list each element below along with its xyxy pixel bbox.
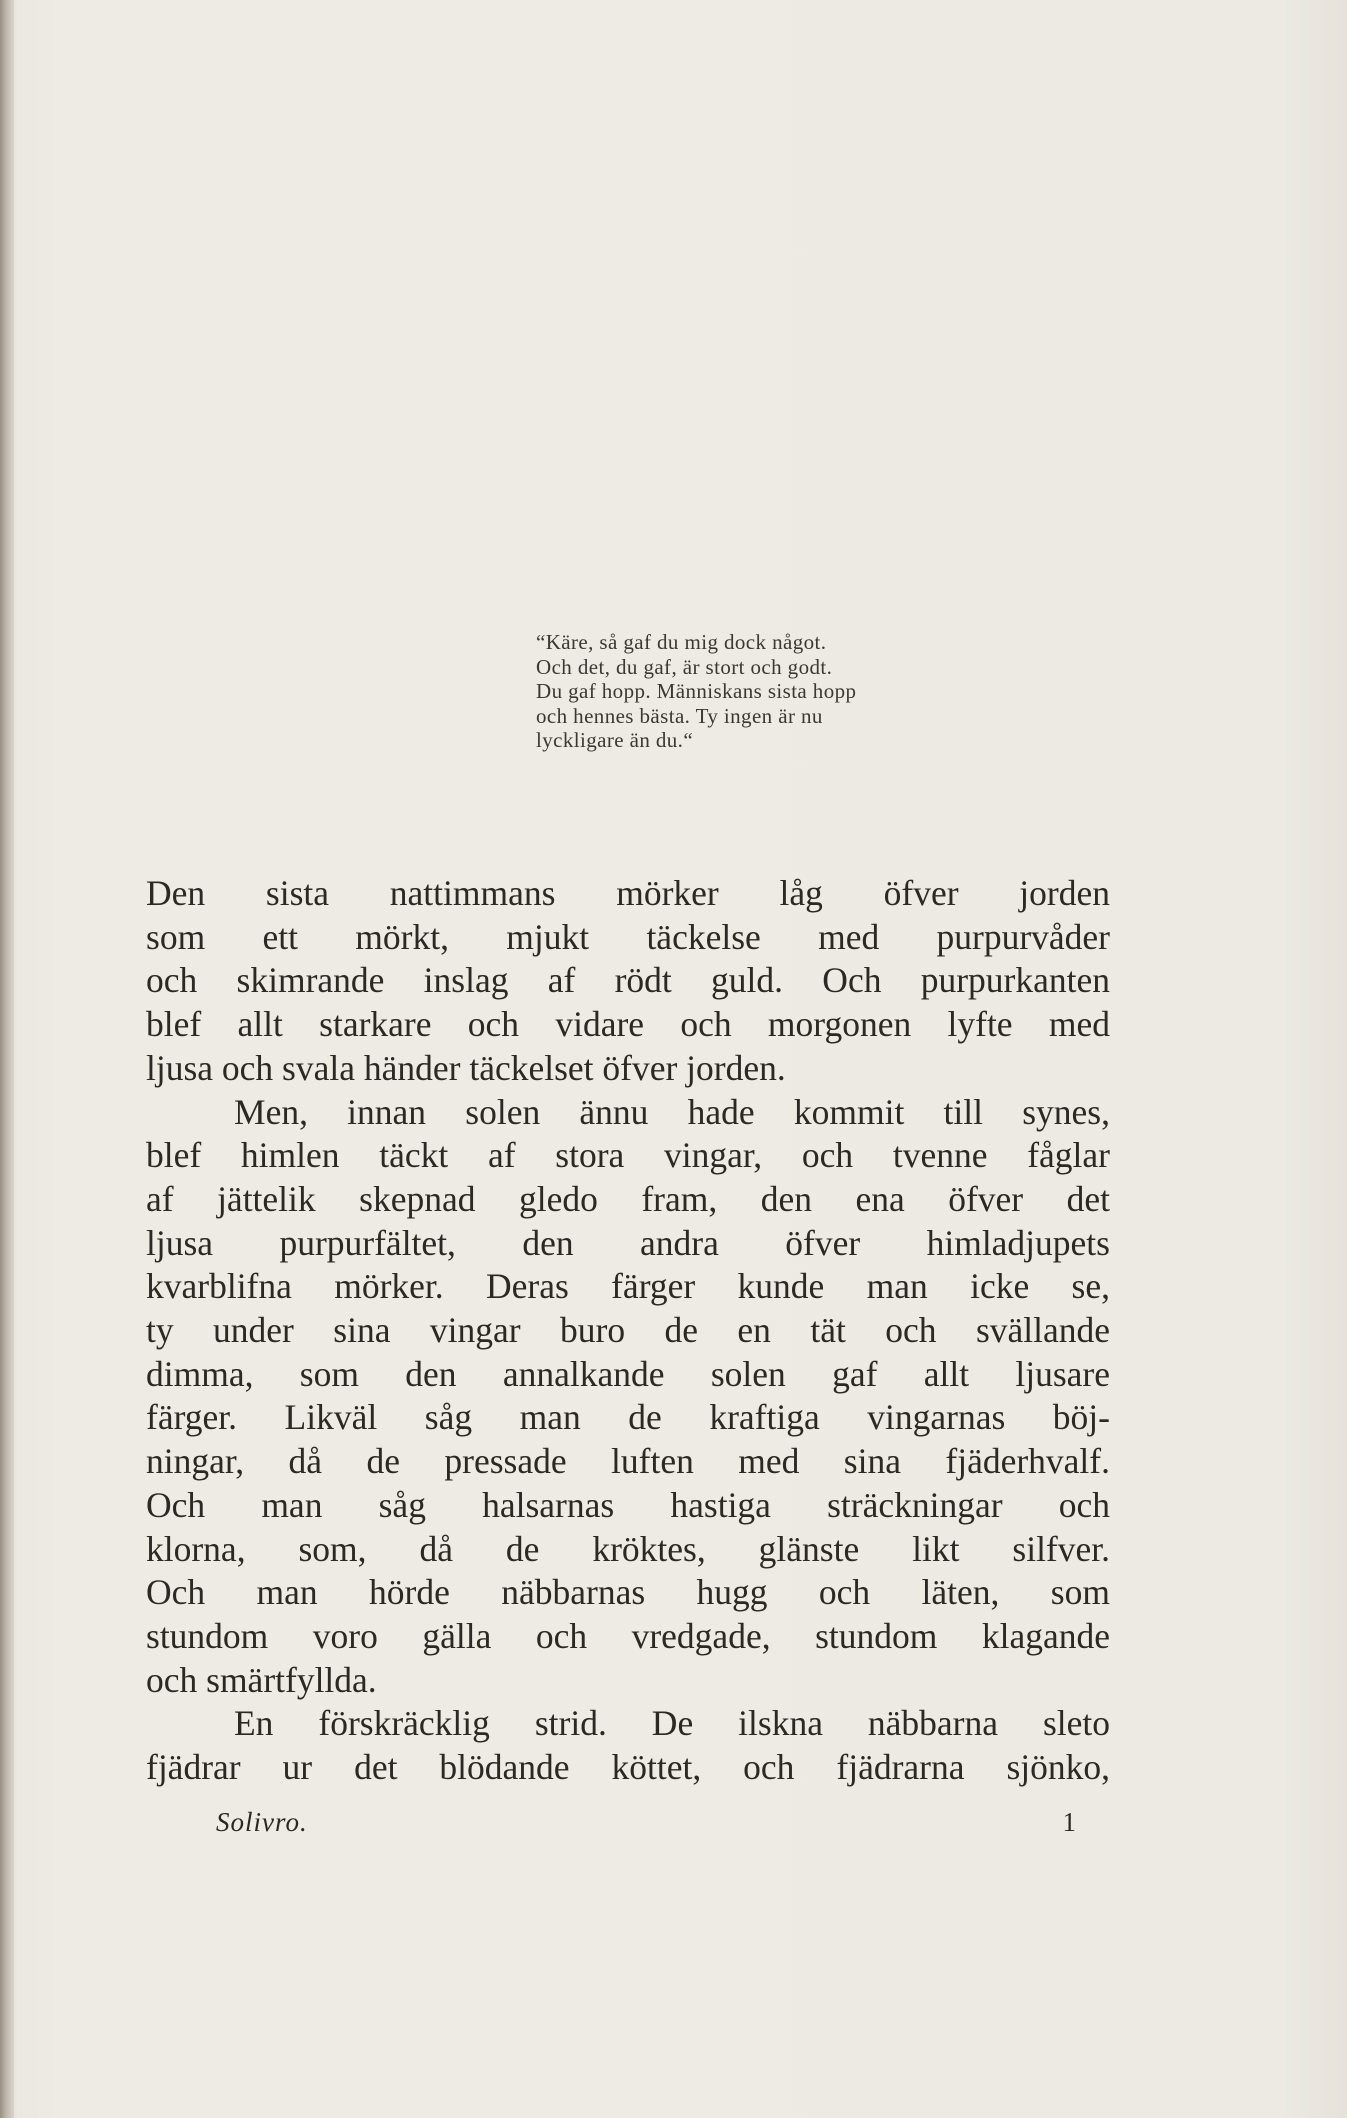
body-line: fjädrar ur det blödande köttet, och fjädrarna sjönko,	[146, 1747, 1110, 1788]
epigraph-line: Du gaf hopp. Människans sista hopp	[536, 679, 857, 703]
page-footer	[216, 1807, 1076, 1847]
body-line: kvarblifna mörker. Deras färger kunde man icke se,	[146, 1266, 1110, 1307]
epigraph-line: och hennes bästa. Ty ingen är nu	[536, 703, 823, 728]
body-line: och skimrande inslag af rödt guld. Och purpurkanten	[146, 960, 1110, 1001]
body-line: Den sista nattimmans mörker låg öfver jorden	[146, 873, 1110, 913]
body-line: blef himlen täckt af stora vingar, och tvenne fåglar	[146, 1135, 1110, 1176]
body-line: och smärtfyllda.	[146, 1659, 377, 1700]
epigraph	[536, 630, 1006, 753]
body-line: färger. Likväl såg man de kraftiga vingarnas böj-	[146, 1397, 1110, 1438]
body-line: dimma, som den annalkande solen gaf allt ljusare	[146, 1353, 1110, 1394]
binding-edge	[0, 0, 14, 2118]
body-line: af jättelik skepnad gledo fram, den ena öfver det	[146, 1178, 1110, 1219]
body-line: ljusa och svala händer täckelset öfver jorden.	[146, 1047, 786, 1088]
body-line: ningar, då de pressade luften med sina fjäderhvalf.	[146, 1441, 1110, 1482]
body-line: Och man såg halsarnas hastiga sträckningar och	[146, 1484, 1110, 1525]
body-line: ty under sina vingar buro de en tät och svällande	[146, 1310, 1110, 1351]
body-line: som ett mörkt, mjukt täckelse med purpurvåder	[146, 916, 1110, 957]
body-line: klorna, som, då de kröktes, glänste likt silfver.	[146, 1528, 1110, 1569]
body-text	[146, 872, 1110, 1790]
body-line: stundom voro gälla och vredgade, stundom klagande	[146, 1615, 1110, 1656]
body-line: blef allt starkare och vidare och morgonen lyfte med	[146, 1004, 1110, 1045]
page-number: 1	[1062, 1807, 1076, 1837]
body-line: Och man hörde näbbarnas hugg och läten, som	[146, 1572, 1110, 1613]
epigraph-line: lyckligare än du.“	[536, 728, 694, 752]
body-line: Men, innan solen ännu hade kommit till synes,	[234, 1091, 1110, 1132]
body-line: En förskräcklig strid. De ilskna näbbarna sleto	[234, 1703, 1110, 1744]
body-line: ljusa purpurfältet, den andra öfver himladjupets	[146, 1222, 1110, 1263]
epigraph-line: Och det, du gaf, är stort och godt.	[536, 654, 833, 679]
epigraph-line: “Käre, så gaf du mig dock något.	[536, 630, 827, 654]
signature-mark: Solivro.	[216, 1807, 308, 1837]
